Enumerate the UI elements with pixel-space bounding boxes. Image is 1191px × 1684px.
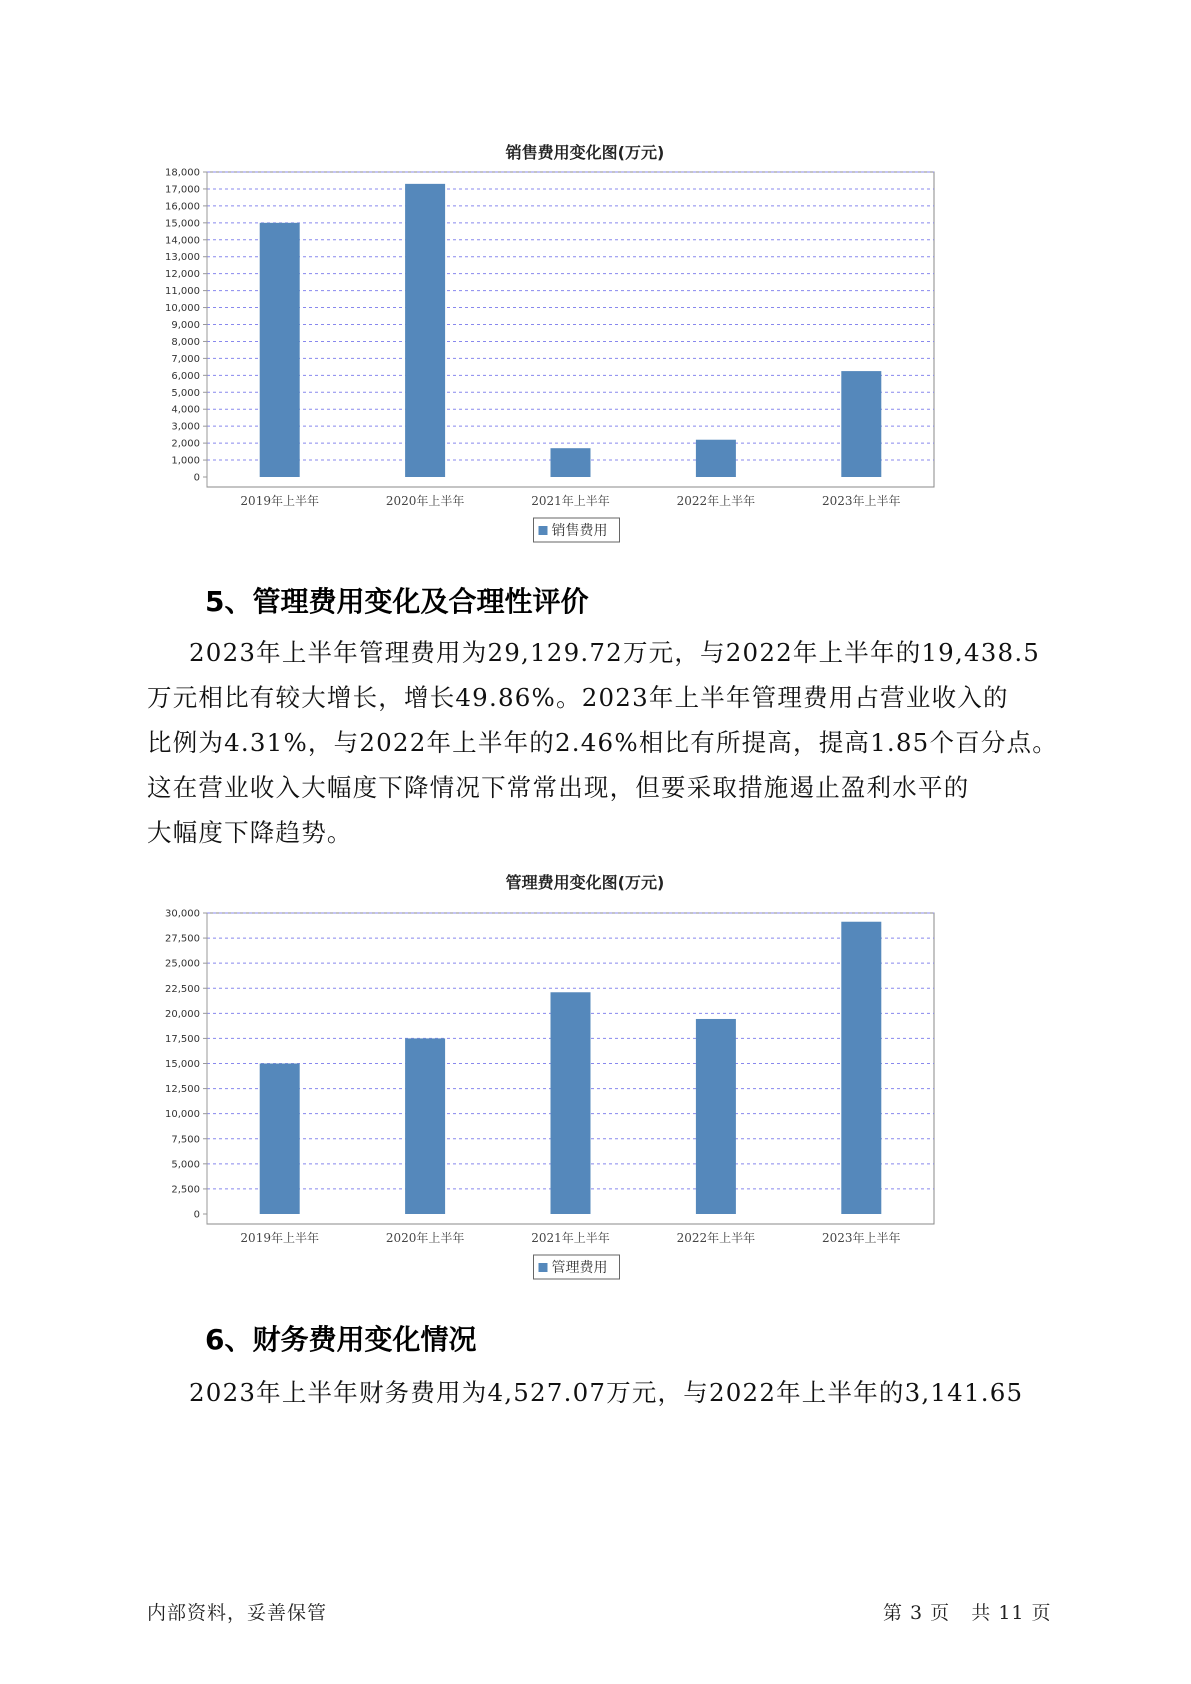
section-6-paragraph — [147, 1370, 1057, 1415]
section-5-heading: 5、管理费用变化及合理性评价 — [205, 585, 589, 618]
footer-confidential-note: 内部资料，妥善保管 — [147, 1602, 328, 1624]
y-tick-label: 12,500 — [165, 1084, 200, 1096]
admin-expense-chart — [150, 870, 1020, 1290]
bar — [260, 1064, 300, 1215]
x-tick-label: 2020年上半年 — [385, 494, 465, 508]
sales-expense-chart — [150, 140, 1020, 550]
y-tick-label: 27,500 — [165, 933, 200, 945]
y-tick-label: 22,500 — [165, 983, 200, 995]
y-tick-label: 10,000 — [165, 1109, 200, 1121]
paragraph-line: 比例为4.31%，与2022年上半年的2.46%相比有所提高，提高1.85个百分点。 — [147, 728, 1058, 757]
legend-label: 销售费用 — [551, 523, 608, 539]
y-tick-label: 2,000 — [171, 438, 200, 450]
bar — [260, 223, 300, 477]
y-tick-label: 12,000 — [165, 269, 200, 281]
y-tick-label: 2,500 — [171, 1184, 200, 1196]
y-tick-label: 11,000 — [165, 286, 200, 298]
y-tick-label: 3,000 — [171, 421, 200, 433]
bar — [841, 371, 881, 477]
bar — [551, 448, 591, 477]
y-tick-label: 0 — [193, 472, 200, 484]
chart-title: 管理费用变化图(万元) — [505, 873, 665, 892]
bar — [405, 184, 445, 477]
section-6-heading: 6、财务费用变化情况 — [205, 1323, 477, 1356]
y-tick-label: 18,000 — [165, 167, 200, 179]
paragraph-line: 万元相比有较大增长，增长49.86%。2023年上半年管理费用占营业收入的 — [147, 683, 1009, 712]
x-tick-label: 2022年上半年 — [676, 1231, 756, 1245]
y-tick-label: 4,000 — [171, 404, 200, 416]
x-tick-label: 2023年上半年 — [822, 1231, 901, 1245]
x-tick-label: 2023年上半年 — [822, 494, 901, 508]
y-tick-label: 7,000 — [171, 353, 200, 365]
y-tick-label: 14,000 — [165, 235, 200, 247]
y-tick-label: 25,000 — [165, 958, 200, 970]
admin-expense-chart-svg — [150, 870, 1020, 1285]
bar — [841, 922, 881, 1214]
section-5-paragraph — [147, 630, 1057, 855]
x-tick-label: 2021年上半年 — [531, 1231, 610, 1245]
y-tick-label: 5,000 — [171, 387, 200, 399]
y-tick-label: 9,000 — [171, 320, 200, 331]
y-tick-label: 20,000 — [165, 1008, 200, 1020]
bar — [696, 1019, 736, 1214]
legend-label: 管理费用 — [551, 1260, 608, 1276]
y-tick-label: 17,000 — [165, 184, 200, 196]
paragraph-line: 这在营业收入大幅度下降情况下常常出现，但要采取措施遏止盈利水平的 — [147, 773, 970, 802]
paragraph-line: 2023年上半年财务费用为4,527.07万元，与2022年上半年的3,141.65 — [189, 1378, 1024, 1407]
legend-swatch — [539, 1263, 548, 1272]
y-tick-label: 1,000 — [171, 455, 200, 467]
y-tick-label: 8,000 — [171, 336, 200, 348]
paragraph-line: 2023年上半年管理费用为29,129.72万元，与2022年上半年的19,438.5 — [189, 638, 1041, 667]
y-tick-label: 0 — [193, 1209, 200, 1221]
y-tick-label: 5,000 — [171, 1159, 200, 1171]
legend-swatch — [539, 526, 548, 535]
y-tick-label: 30,000 — [165, 908, 200, 920]
bar — [696, 440, 736, 477]
x-tick-label: 2020年上半年 — [385, 1231, 465, 1245]
y-tick-label: 13,000 — [165, 252, 200, 264]
x-tick-label: 2022年上半年 — [676, 494, 756, 508]
footer-page-number: 第 3 页 共 11 页 — [883, 1602, 1052, 1624]
x-tick-label: 2021年上半年 — [531, 494, 610, 508]
x-tick-label: 2019年上半年 — [240, 1231, 319, 1245]
y-tick-label: 6,000 — [171, 370, 200, 382]
paragraph-line: 大幅度下降趋势。 — [147, 818, 353, 847]
y-tick-label: 10,000 — [165, 303, 200, 315]
y-tick-label: 17,500 — [165, 1033, 200, 1045]
y-tick-label: 15,000 — [165, 218, 200, 230]
y-tick-label: 7,500 — [171, 1134, 200, 1146]
plot-frame — [207, 172, 934, 487]
y-tick-label: 15,000 — [165, 1059, 200, 1070]
bar — [551, 992, 591, 1214]
x-tick-label: 2019年上半年 — [240, 494, 319, 508]
bar — [405, 1038, 445, 1214]
sales-expense-chart-svg — [150, 140, 1020, 545]
y-tick-label: 16,000 — [165, 201, 200, 213]
chart-title: 销售费用变化图(万元) — [505, 143, 665, 162]
